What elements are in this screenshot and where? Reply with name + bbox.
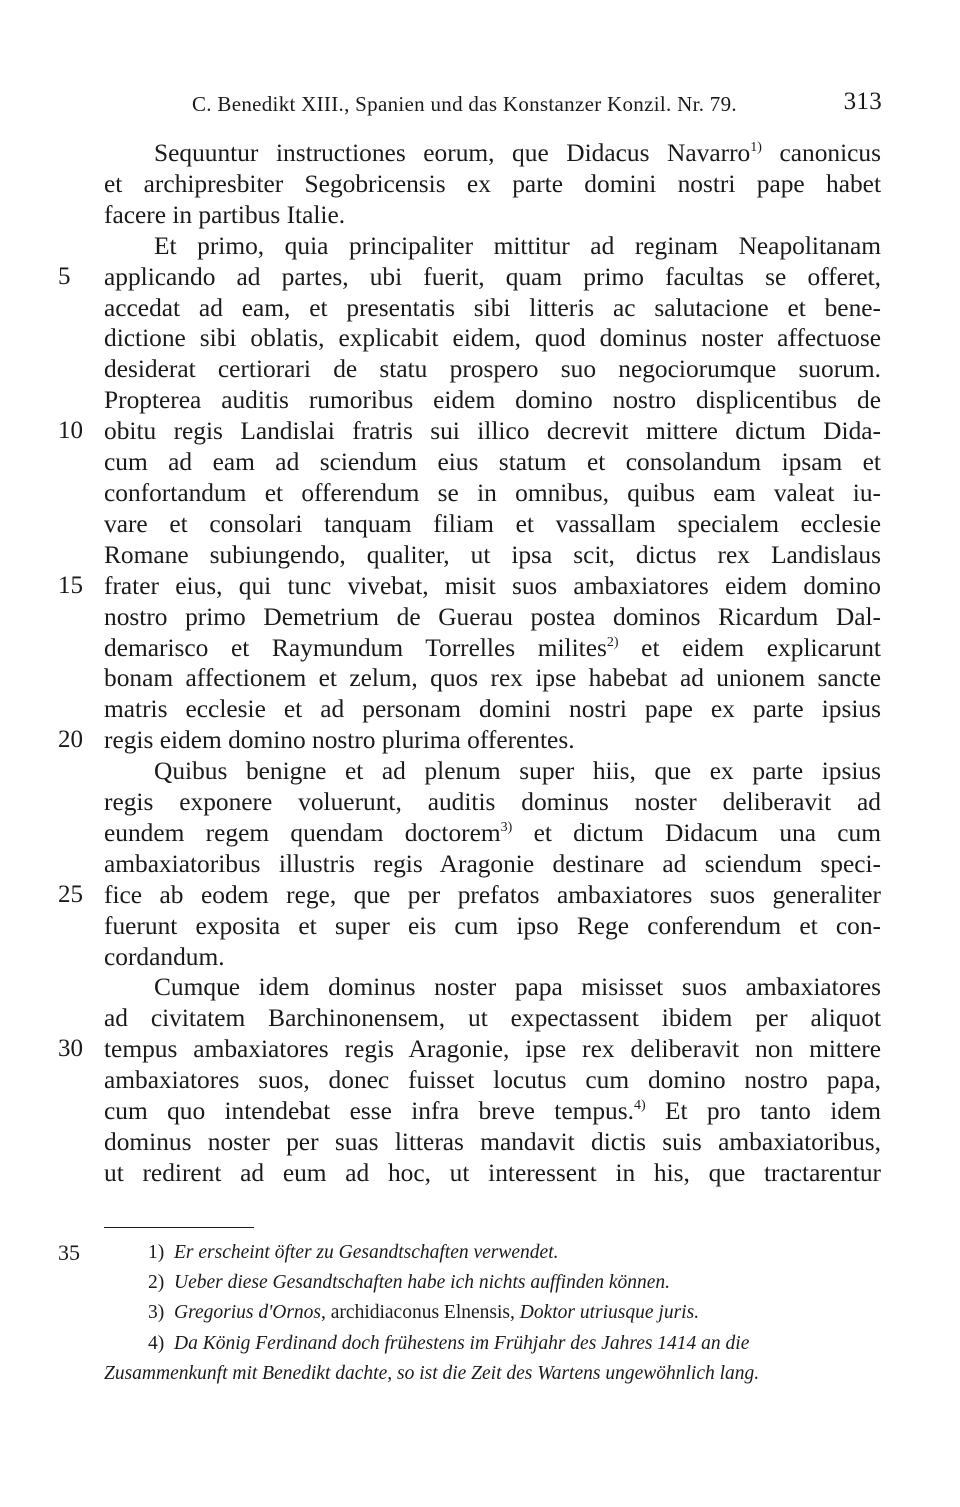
text-line	[104, 540, 881, 571]
footnote-ref: 3)	[500, 819, 513, 835]
text-line	[104, 169, 881, 200]
footnotes	[58, 1238, 881, 1389]
text-line	[58, 1034, 881, 1065]
text-line	[104, 1003, 881, 1034]
text-line	[58, 880, 881, 911]
line-text: cordandum.	[104, 942, 225, 971]
page-number: 313	[843, 88, 882, 115]
line-text: tempus ambaxiatores regis Aragonie, ipse rex deliberavit non mittere	[104, 1035, 881, 1064]
footnote-text: Er erscheint öfter zu Gesandtschaften verwendet.	[174, 1242, 559, 1263]
text-line	[104, 509, 881, 540]
footnote-ref: 4)	[633, 1098, 646, 1114]
line-number: 30	[58, 1035, 83, 1063]
paragraph	[58, 231, 881, 756]
line-text: et dictum Didacum una cum	[512, 818, 882, 847]
line-text: obitu regis Landislai fratris sui illico decrevit mittere dictum Dida-	[104, 417, 881, 446]
line-text: ad civitatem Barchinonensem, ut expectassent ibidem per aliquot	[104, 1004, 881, 1033]
text-line	[58, 725, 881, 756]
line-text: fuerunt exposita et super eis cum ipso Rege conferendum et con-	[104, 911, 881, 940]
line-number: 15	[58, 571, 83, 599]
text-line	[104, 694, 881, 725]
line-text: cum ad eam ad sciendum eius statum et consolandum ipsam et	[104, 448, 881, 477]
text-line	[104, 849, 881, 880]
line-text: regis exponere voluerunt, auditis dominus noster deliberavit ad	[104, 788, 881, 817]
line-text: vare et consolari tanquam filiam et vassallam specialem ecclesie	[104, 509, 881, 538]
line-text: eundem regem quendam doctorem	[104, 818, 501, 847]
text-line	[104, 293, 881, 324]
line-text: demarisco et Raymundum Torrelles milites	[104, 633, 607, 662]
line-text: accedat ad eam, et presentatis sibi litteris ac salutacione et bene-	[104, 293, 881, 322]
footnote-rule	[104, 1227, 254, 1228]
line-text: applicando ad partes, ubi fuerit, quam primo facultas se offeret,	[104, 262, 881, 291]
line-text: Et pro tanto idem	[645, 1097, 881, 1126]
line-text: bonam affectionem et zelum, quos rex ipse habebat ad unionem sancte	[104, 664, 881, 693]
paragraph	[58, 756, 882, 972]
text-line	[104, 942, 881, 973]
main-text	[58, 138, 882, 1189]
text-line	[104, 633, 881, 664]
line-number: 5	[58, 262, 71, 290]
text-line	[104, 354, 881, 385]
text-line	[58, 416, 881, 447]
line-text: cum quo intendebat esse infra breve tempus.	[104, 1097, 634, 1126]
footnote-ref: 1)	[750, 140, 762, 155]
text-line	[104, 818, 881, 849]
footnote-text	[104, 1298, 881, 1328]
footnote	[104, 1329, 881, 1389]
line-text: Sequuntur instructiones eorum, que Didacus Navarro	[154, 139, 751, 167]
text-line	[104, 756, 881, 787]
footnote-text: Ueber diese Gesandtschaften habe ich nichts auffinden können.	[174, 1272, 671, 1294]
running-header	[192, 88, 882, 117]
paragraph	[58, 972, 881, 1188]
text-line	[104, 663, 881, 694]
line-text: Quibus benigne et ad plenum super hiis, que ex parte ipsius	[154, 757, 881, 786]
line-text: ambaxiatores suos, donec fuisset locutus cum domino nostro papa,	[104, 1066, 881, 1095]
line-text: frater eius, qui tunc vivebat, misit suos ambaxiatores eidem domino	[104, 571, 881, 600]
line-text: Romane subiungendo, qualiter, ut ipsa scit, dictus rex Landislaus	[104, 540, 881, 569]
line-text: Et primo, quia principaliter mittitur ad reginam Neapolitanam	[154, 231, 881, 260]
text-line	[104, 138, 881, 169]
footnote	[104, 1298, 881, 1328]
text-line	[104, 972, 881, 1003]
text-line	[104, 787, 881, 818]
footnote-continuation: Zusammenkunft mit Benedikt dachte, so ist die Zeit des Wartens ungewöhnlich lang.	[104, 1362, 760, 1384]
line-number: 20	[58, 726, 83, 754]
footnote-mark: 2)	[148, 1272, 165, 1294]
text-line	[58, 262, 881, 293]
line-text: matris ecclesie et ad personam domini nostri pape ex parte ipsius	[104, 695, 881, 724]
line-text: canonicus	[761, 139, 882, 167]
line-text: ut redirent ad eum ad hoc, ut interessent in his, que tractarentur	[104, 1158, 881, 1187]
line-number: 10	[58, 417, 83, 445]
footnote-mark: 4)	[148, 1332, 165, 1354]
text-line	[104, 602, 881, 633]
text-line	[104, 478, 881, 509]
line-text: facere in partibus Italie.	[104, 200, 346, 229]
line-text: et eidem explicarunt	[618, 633, 881, 662]
line-text: fice ab eodem rege, que per prefatos ambaxiatores suos generaliter	[104, 880, 881, 909]
paragraph	[104, 138, 881, 231]
footnote-segment: Gregorius d'Ornos	[174, 1302, 322, 1324]
footnote-mark: 3)	[148, 1302, 165, 1324]
text-line	[104, 447, 881, 478]
text-line	[104, 323, 881, 354]
line-number: 35	[58, 1240, 80, 1265]
footnote	[104, 1268, 881, 1298]
footnote-ref: 2)	[606, 634, 619, 650]
line-text: et archipresbiter Segobricensis ex parte domini nostri pape habet	[104, 169, 881, 198]
text-line	[104, 911, 881, 942]
line-text: Propterea auditis rumoribus eidem domino nostro displicentibus de	[104, 386, 881, 415]
line-text: desiderat certiorari de statu prospero suo negociorumque suorum.	[104, 355, 881, 384]
line-text: regis eidem domino nostro plurima offerentes.	[104, 726, 575, 755]
text-line	[58, 571, 881, 602]
text-line	[104, 231, 881, 262]
text-line	[104, 200, 881, 231]
line-text: nostro primo Demetrium de Guerau postea dominos Ricardum Dal-	[104, 602, 881, 631]
text-line	[104, 1127, 881, 1158]
footnote-segment: Doktor utriusque juris.	[519, 1302, 700, 1324]
text-line	[104, 1096, 881, 1127]
text-line	[104, 1158, 881, 1189]
footnote	[58, 1238, 881, 1268]
footnote-text: Da König Ferdinand doch frühestens im Frühjahr des Jahres 1414 an die	[174, 1332, 750, 1354]
footnote-mark: 1)	[148, 1242, 165, 1263]
line-text: ambaxiatoribus illustris regis Aragonie destinare ad sciendum speci-	[104, 849, 881, 878]
running-title: C. Benedikt XIII., Spanien und das Konstanzer Konzil. Nr. 79.	[192, 92, 737, 116]
footnote-segment: , archidiaconus Elnensis,	[321, 1302, 520, 1324]
line-text: dictione sibi oblatis, explicabit eidem, quod dominus noster affectuose	[104, 324, 881, 353]
line-text: Cumque idem dominus noster papa misisset suos ambaxiatores	[154, 973, 881, 1002]
text-line	[104, 1065, 881, 1096]
line-number: 25	[58, 880, 83, 908]
text-line	[104, 385, 881, 416]
line-text: dominus noster per suas litteras mandavit dictis suis ambaxiatoribus,	[104, 1128, 881, 1156]
line-text: confortandum et offerendum se in omnibus, quibus eam valeat iu-	[104, 478, 881, 507]
